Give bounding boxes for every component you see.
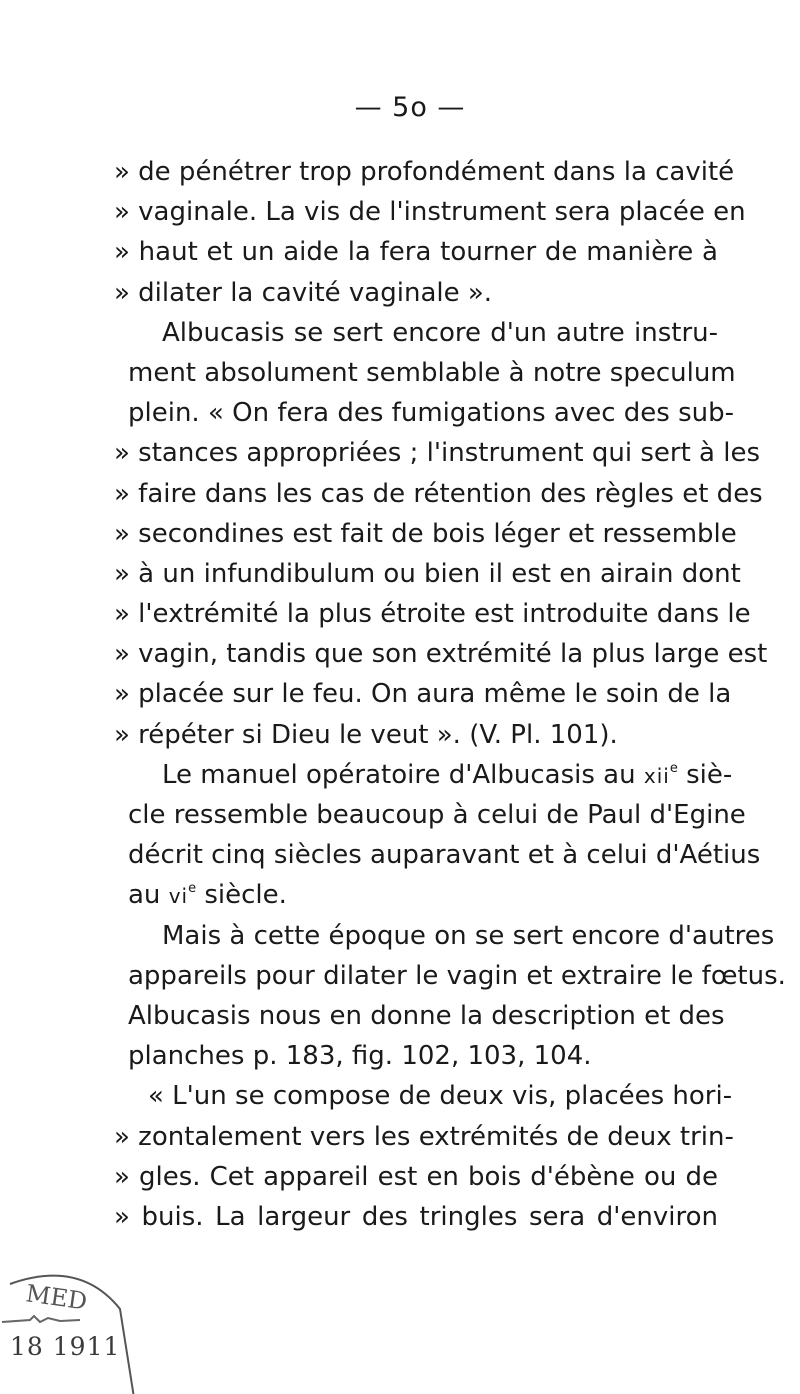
superscript: e	[188, 881, 197, 897]
page-number: — 5o —	[354, 92, 466, 123]
body-text	[114, 152, 786, 1237]
text-line: » haut et un aide la fera tourner de manière à	[114, 237, 718, 268]
text-line: » secondines est fait de bois léger et ressemble	[114, 518, 737, 549]
text-line: » dilater la cavité vaginale ».	[114, 277, 493, 308]
text-line: » zontalement vers les extrémités de deux trin-	[114, 1121, 734, 1152]
superscript: e	[669, 760, 678, 776]
library-stamp	[0, 1264, 150, 1394]
stamp-text: MED	[24, 1279, 89, 1316]
text-line: » l'extrémité la plus étroite est introduite dans le	[114, 599, 751, 630]
text-line: » vagin, tandis que son extrémité la plus large est	[114, 639, 768, 670]
text-line: planches p. 183, fig. 102, 103, 104.	[128, 1041, 592, 1072]
text-line: Mais à cette époque on se sert encore d'autres	[162, 920, 775, 951]
text-line: cle ressemble beaucoup à celui de Paul d'Egine	[128, 800, 746, 830]
text-fragment: Le manuel opératoire d'Albucasis au	[162, 759, 644, 790]
text-line: Albucasis nous en donne la description et des	[128, 1000, 725, 1031]
roman-numeral: xii	[643, 763, 670, 788]
roman-numeral: vi	[168, 884, 189, 909]
text-line: » répéter si Dieu le veut ». (V. Pl. 101).	[114, 719, 618, 750]
text-fragment: siècle.	[196, 880, 287, 911]
stamp-date: 18 1911	[10, 1332, 121, 1361]
text-fragment: au	[128, 880, 169, 911]
text-line	[128, 875, 718, 915]
text-line: » stances appropriées ; l'instrument qui sert à les	[114, 438, 761, 469]
text-line: ment absolument semblable à notre speculum	[128, 357, 736, 388]
text-line: » faire dans les cas de rétention des règles et des	[114, 478, 763, 509]
text-line: Albucasis se sert encore d'un autre instru-	[162, 317, 718, 348]
text-line: » de pénétrer trop profondément dans la cavité	[114, 157, 735, 187]
text-line: » gles. Cet appareil est en bois d'ébène ou de	[114, 1161, 718, 1192]
text-line: » à un infundibulum ou bien il est en airain dont	[114, 558, 741, 589]
text-line: plein. « On fera des fumigations avec des sub-	[128, 398, 735, 429]
text-line: » buis. La largeur des tringles sera d'environ	[114, 1201, 718, 1232]
text-line: » placée sur le feu. On aura même le soin de la	[114, 679, 732, 710]
text-line	[128, 755, 733, 795]
text-line: » vaginale. La vis de l'instrument sera placée en	[114, 197, 746, 228]
text-line: « L'un se compose de deux vis, placées hori-	[148, 1081, 733, 1112]
stamp-scribble	[2, 1316, 80, 1322]
text-fragment: siè-	[677, 759, 733, 790]
text-line: décrit cinq siècles auparavant et à celui d'Aétius	[128, 840, 761, 871]
text-line: appareils pour dilater le vagin et extraire le fœtus.	[128, 960, 786, 991]
